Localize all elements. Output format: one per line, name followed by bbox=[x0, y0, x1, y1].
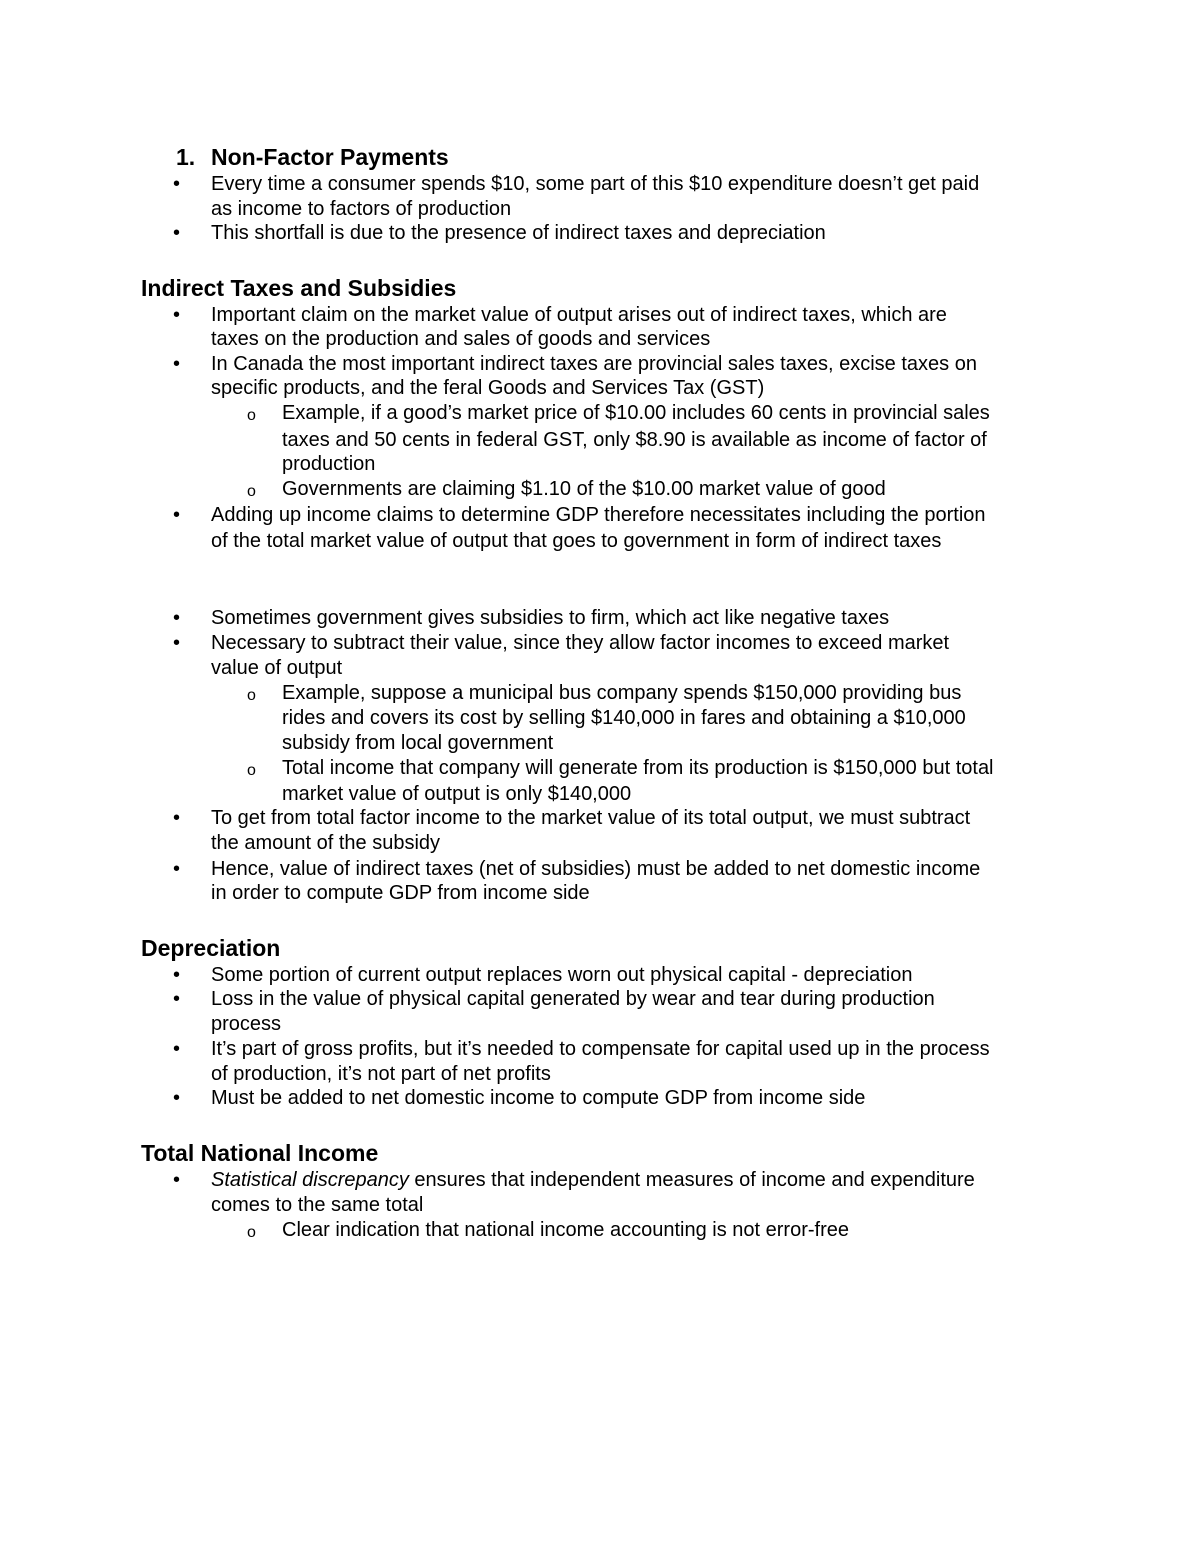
list-item-text: Necessary to subtract their value, since they allow factor incomes to exceed market bbox=[211, 632, 950, 654]
bullet-icon: • bbox=[173, 504, 181, 526]
bullet-icon: • bbox=[173, 964, 181, 986]
bullet-icon: • bbox=[173, 1038, 181, 1060]
list-item-rest: ensures that independent measures of income and expenditure bbox=[408, 1169, 975, 1191]
sub-list-item-text: subsidy from local government bbox=[282, 732, 554, 754]
section-heading: Indirect Taxes and Subsidies bbox=[141, 275, 457, 301]
sub-bullet-icon: o bbox=[247, 687, 256, 704]
list-item-text: as income to factors of production bbox=[211, 198, 512, 220]
list-item-text: Sometimes government gives subsidies to firm, which act like negative taxes bbox=[211, 607, 890, 629]
sub-list-item-text: Governments are claiming $1.10 of the $10.00 market value of good bbox=[282, 478, 886, 500]
bullet-icon: • bbox=[173, 222, 181, 244]
list-item-text: of production, it’s not part of net profits bbox=[211, 1063, 551, 1085]
bullet-icon: • bbox=[173, 607, 181, 629]
list-item-text: in order to compute GDP from income side bbox=[211, 882, 590, 904]
list-item-text bbox=[211, 1168, 975, 1193]
sub-list-item-text: Clear indication that national income accounting is not error-free bbox=[282, 1219, 849, 1241]
list-item-text: Some portion of current output replaces worn out physical capital - depreciation bbox=[211, 964, 913, 986]
sub-bullet-icon: o bbox=[247, 483, 256, 500]
list-item-text: To get from total factor income to the market value of its total output, we must subtract bbox=[211, 807, 971, 829]
bullet-icon: • bbox=[173, 632, 181, 654]
bullet-icon: • bbox=[173, 304, 181, 326]
list-item-text: comes to the same total bbox=[211, 1194, 424, 1216]
list-item-text: taxes on the production and sales of goods and services bbox=[211, 328, 711, 350]
bullet-icon: • bbox=[173, 353, 181, 375]
list-item-text: Important claim on the market value of output arises out of indirect taxes, which are bbox=[211, 304, 947, 326]
list-item-text: the amount of the subsidy bbox=[211, 832, 441, 854]
bullet-icon: • bbox=[173, 988, 181, 1010]
list-item-text: Hence, value of indirect taxes (net of subsidies) must be added to net domestic income bbox=[211, 858, 981, 880]
section-heading: Depreciation bbox=[141, 935, 281, 961]
sub-bullet-icon: o bbox=[247, 407, 256, 424]
section-heading: Total National Income bbox=[141, 1140, 379, 1166]
bullet-icon: • bbox=[173, 1169, 181, 1191]
sub-list-item-text: rides and covers its cost by selling $140,000 in fares and obtaining a $10,000 bbox=[282, 707, 966, 729]
sub-list-item-text: Total income that company will generate from its production is $150,000 but total bbox=[282, 757, 994, 779]
bullet-icon: • bbox=[173, 173, 181, 195]
list-item-text: In Canada the most important indirect taxes are provincial sales taxes, excise taxes on bbox=[211, 353, 977, 375]
sub-list-item-text: taxes and 50 cents in federal GST, only $8.90 is available as income of factor of bbox=[282, 429, 987, 451]
bullet-icon: • bbox=[173, 807, 181, 829]
sub-list-item-text: production bbox=[282, 453, 376, 475]
bullet-icon: • bbox=[173, 858, 181, 880]
section-heading: Non-Factor Payments bbox=[211, 144, 449, 170]
bullet-icon: • bbox=[173, 1087, 181, 1109]
list-item-text: process bbox=[211, 1013, 282, 1035]
sub-bullet-icon: o bbox=[247, 1224, 256, 1241]
list-item-text: This shortfall is due to the presence of indirect taxes and depreciation bbox=[211, 222, 826, 244]
emphasis-text: Statistical discrepancy bbox=[211, 1169, 409, 1191]
sub-list-item-text: Example, suppose a municipal bus company spends $150,000 providing bus bbox=[282, 682, 962, 704]
list-item-text: specific products, and the feral Goods and Services Tax (GST) bbox=[211, 377, 765, 399]
list-item-text: Must be added to net domestic income to compute GDP from income side bbox=[211, 1087, 866, 1109]
sub-bullet-icon: o bbox=[247, 762, 256, 779]
list-item-text: Adding up income claims to determine GDP therefore necessitates including the portion bbox=[211, 504, 986, 526]
list-item-text: Loss in the value of physical capital generated by wear and tear during production bbox=[211, 988, 935, 1010]
list-item-text: It’s part of gross profits, but it’s needed to compensate for capital used up in the process bbox=[211, 1038, 990, 1060]
list-item-text: of the total market value of output that goes to government in form of indirect taxes bbox=[211, 530, 942, 552]
section-number: 1. bbox=[176, 144, 196, 170]
list-item-text: value of output bbox=[211, 657, 343, 679]
list-item-text: Every time a consumer spends $10, some part of this $10 expenditure doesn’t get paid bbox=[211, 173, 980, 195]
sub-list-item-text: market value of output is only $140,000 bbox=[282, 783, 632, 805]
sub-list-item-text: Example, if a good’s market price of $10.00 includes 60 cents in provincial sales bbox=[282, 402, 990, 424]
